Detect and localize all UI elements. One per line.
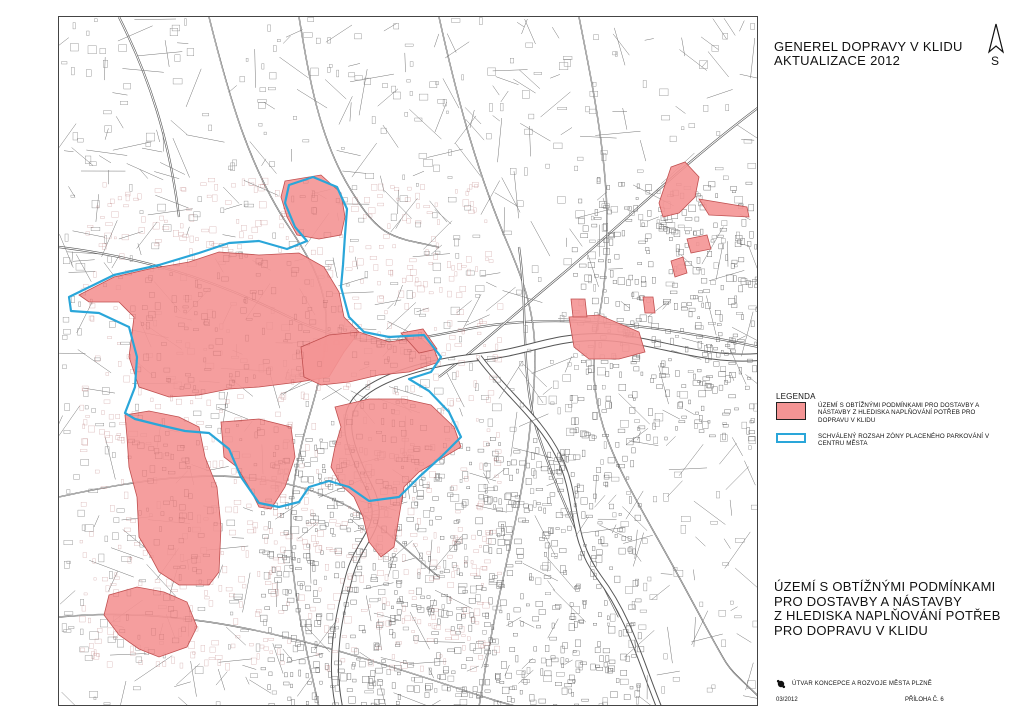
description-line-2: PRO DOSTAVBY A NÁSTAVBY [774,593,963,609]
map-description [774,580,1004,638]
north-arrow-letter: S [991,54,1000,68]
legend-item-parking-zone: SCHVÁLENÝ ROZSAH ZÓNY PLACENÉHO PARKOVÁNÍ V CENTRU MĚSTA [818,433,990,448]
title-line-1: GENEREL DOPRAVY V KLIDU [774,39,963,54]
legend-swatch-difficult-area [776,402,806,420]
legend-item-difficult-area: ÚZEMÍ S OBTÍŽNÝMI PODMÍNKAMI PRO DOSTAVBY A NÁSTAVBY Z HLEDISKA NAPLŇOVÁNÍ POTŘEB PRO DOPRAVU V KLIDU [818,402,980,424]
description-line-3: Z HLEDISKA NAPLŇOVÁNÍ POTŘEB [774,608,1001,623]
description-line-1: ÚZEMÍ S OBTÍŽNÝMI PODMÍNKAMI [774,579,996,594]
difficult-conditions-areas [79,162,749,672]
annex-label: PŘÍLOHA Č. 6 [905,697,944,703]
description-line-4: PRO DOPRAVU V KLIDU [774,622,929,638]
legend-swatch-parking-zone [776,433,806,443]
title-line-2: AKTUALIZACE 2012 [774,53,901,68]
legend-heading: LEGENDA [776,392,816,401]
map-frame[interactable] [58,16,758,706]
organization-logo-icon [776,679,786,689]
organization-name: ÚTVAR KONCEPCE A ROZVOJE MĚSTA PLZNĚ [792,681,933,687]
map-title [774,40,994,68]
date-label: 03/2012 [776,697,798,703]
city-map[interactable] [59,17,758,706]
